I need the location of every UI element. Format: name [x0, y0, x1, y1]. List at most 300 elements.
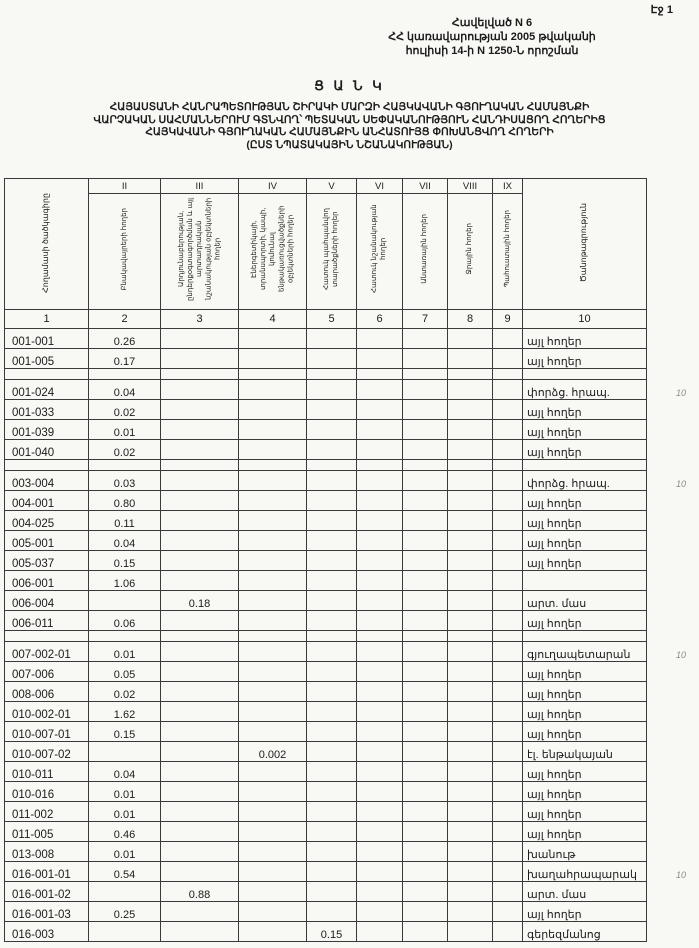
purpose-note: խաղահրապարակ 10	[523, 862, 647, 882]
area-value	[403, 762, 448, 782]
area-value	[307, 762, 357, 782]
area-value	[239, 842, 307, 862]
purpose-note: այլ հողեր	[523, 329, 647, 349]
area-value	[493, 902, 523, 922]
area-value	[161, 400, 239, 420]
purpose-note: փորձց. հրապ. 10	[523, 471, 647, 491]
area-value	[403, 922, 448, 942]
header-settlement-lands-label: Բնակավայրերի հողեր	[120, 207, 128, 291]
area-value	[493, 662, 523, 682]
area-value	[239, 349, 307, 369]
spacer-cell	[307, 631, 357, 642]
parcel-row	[5, 571, 647, 591]
area-value	[403, 782, 448, 802]
area-value	[493, 682, 523, 702]
area-value	[357, 682, 403, 702]
area-value: 1.06	[89, 571, 161, 591]
area-value: 0.01	[89, 802, 161, 822]
area-value	[307, 380, 357, 400]
parcel-code: 013-008	[5, 842, 89, 862]
area-value	[403, 742, 448, 762]
area-value: 0.15	[89, 722, 161, 742]
purpose-note: այլ հողեր	[523, 440, 647, 460]
spacer-cell	[523, 460, 647, 471]
area-value	[448, 400, 493, 420]
parcel-code: 011-005	[5, 822, 89, 842]
area-value	[239, 762, 307, 782]
area-value	[307, 329, 357, 349]
parcel-code: 016-001-03	[5, 902, 89, 922]
area-value	[403, 822, 448, 842]
area-value	[357, 611, 403, 631]
spacer-cell	[5, 460, 89, 471]
area-value	[357, 862, 403, 882]
parcel-code: 001-001	[5, 329, 89, 349]
area-value	[161, 471, 239, 491]
land-parcels-table	[4, 178, 686, 942]
header-special-purpose-lands-label: Հատուկ նշանակության հողեր	[371, 204, 388, 294]
purpose-note: փորձց. հրապ. 10	[523, 380, 647, 400]
area-value	[239, 551, 307, 571]
roman-VII: VII	[403, 179, 448, 194]
area-value	[448, 471, 493, 491]
area-value	[239, 491, 307, 511]
area-value	[493, 642, 523, 662]
area-value: 0.18	[161, 591, 239, 611]
parcel-row	[5, 882, 647, 902]
area-value	[357, 922, 403, 942]
area-value	[161, 329, 239, 349]
area-value	[239, 662, 307, 682]
area-value	[448, 491, 493, 511]
col-num-9: 9	[493, 310, 523, 329]
area-value	[448, 762, 493, 782]
area-value	[493, 400, 523, 420]
area-value: 0.04	[89, 380, 161, 400]
spacer-cell	[448, 460, 493, 471]
area-value	[493, 802, 523, 822]
area-value	[493, 380, 523, 400]
purpose-note: այլ հողեր	[523, 662, 647, 682]
area-value	[448, 702, 493, 722]
area-value	[448, 571, 493, 591]
table-body	[5, 329, 686, 942]
area-value	[357, 440, 403, 460]
parcel-row	[5, 611, 647, 631]
spacer-cell	[239, 460, 307, 471]
area-value	[239, 782, 307, 802]
area-value	[239, 440, 307, 460]
parcel-code: 010-007-01	[5, 722, 89, 742]
area-value	[448, 329, 493, 349]
parcel-row	[5, 922, 647, 942]
parcel-row	[5, 722, 647, 742]
col-num-4: 4	[239, 310, 307, 329]
area-value: 0.04	[89, 762, 161, 782]
area-value	[239, 902, 307, 922]
area-value	[357, 782, 403, 802]
parcel-row	[5, 742, 647, 762]
area-value	[239, 420, 307, 440]
area-value: 0.11	[89, 511, 161, 531]
area-value	[493, 511, 523, 531]
area-value: 0.06	[89, 611, 161, 631]
area-value	[307, 702, 357, 722]
area-value	[493, 531, 523, 551]
parcel-row	[5, 471, 647, 491]
column-number-row	[5, 310, 647, 329]
parcel-code: 016-003	[5, 922, 89, 942]
area-value: 0.15	[89, 551, 161, 571]
area-value	[357, 802, 403, 822]
area-value	[357, 902, 403, 922]
area-value	[239, 802, 307, 822]
area-value	[307, 551, 357, 571]
spacer-cell	[403, 369, 448, 380]
area-value	[403, 471, 448, 491]
area-value	[403, 551, 448, 571]
area-value	[307, 722, 357, 742]
parcel-row	[5, 842, 647, 862]
roman-III: III	[161, 179, 239, 194]
area-value	[493, 571, 523, 591]
spacer-cell	[493, 631, 523, 642]
area-value	[403, 611, 448, 631]
document-title: Ց Ա Ն Կ	[314, 78, 385, 94]
spacer-cell	[5, 369, 89, 380]
area-value	[357, 762, 403, 782]
area-value	[448, 682, 493, 702]
area-value: 0.15	[307, 922, 357, 942]
area-value	[357, 822, 403, 842]
parcel-row	[5, 420, 647, 440]
area-value	[239, 922, 307, 942]
area-value: 0.54	[89, 862, 161, 882]
area-value	[307, 400, 357, 420]
area-value	[357, 642, 403, 662]
area-value	[161, 491, 239, 511]
parcel-code: 010-011	[5, 762, 89, 782]
area-value	[307, 420, 357, 440]
area-value: 0.03	[89, 471, 161, 491]
area-value: 0.02	[89, 400, 161, 420]
purpose-note: արտ. մաս	[523, 882, 647, 902]
area-value	[161, 782, 239, 802]
area-value	[307, 862, 357, 882]
area-value	[239, 702, 307, 722]
area-value	[493, 471, 523, 491]
parcel-code: 004-001	[5, 491, 89, 511]
area-value	[161, 420, 239, 440]
area-value: 0.05	[89, 662, 161, 682]
spacer-cell	[448, 369, 493, 380]
parcel-code: 007-002-01	[5, 642, 89, 662]
area-value	[307, 642, 357, 662]
area-value	[161, 722, 239, 742]
area-value	[357, 511, 403, 531]
spacer-cell	[403, 460, 448, 471]
parcel-row	[5, 782, 647, 802]
header-settlement-lands	[89, 194, 161, 310]
appendix-line-1: Հավելված N 6	[451, 17, 533, 29]
parcel-row	[5, 440, 647, 460]
area-value	[239, 722, 307, 742]
spacer-cell	[357, 631, 403, 642]
area-value	[493, 782, 523, 802]
handwritten-margin-mark: 10	[675, 479, 686, 489]
parcel-row	[5, 511, 647, 531]
roman-IV: IV	[239, 179, 307, 194]
spacer-cell	[161, 460, 239, 471]
purpose-note: այլ հողեր	[523, 722, 647, 742]
area-value	[307, 882, 357, 902]
area-value	[307, 531, 357, 551]
area-value	[403, 571, 448, 591]
area-value	[357, 842, 403, 862]
parcel-code: 004-025	[5, 511, 89, 531]
spacer-cell	[523, 369, 647, 380]
area-value	[448, 662, 493, 682]
parcel-row	[5, 662, 647, 682]
parcel-row	[5, 682, 647, 702]
parcel-code: 010-002-01	[5, 702, 89, 722]
area-value	[448, 591, 493, 611]
area-value	[403, 902, 448, 922]
header-industrial-lands	[161, 194, 239, 310]
area-value	[357, 349, 403, 369]
area-value	[493, 862, 523, 882]
header-note	[523, 179, 647, 310]
spacer-cell	[5, 631, 89, 642]
parcel-code: 006-004	[5, 591, 89, 611]
parcel-row	[5, 802, 647, 822]
area-value	[307, 902, 357, 922]
col-num-6: 6	[357, 310, 403, 329]
spacer-cell	[403, 631, 448, 642]
spacer-cell	[89, 369, 161, 380]
area-value	[307, 471, 357, 491]
area-value	[493, 491, 523, 511]
purpose-note	[523, 571, 647, 591]
area-value	[403, 491, 448, 511]
area-value	[493, 742, 523, 762]
area-value	[89, 742, 161, 762]
area-value	[493, 882, 523, 902]
area-value	[357, 662, 403, 682]
area-value	[161, 842, 239, 862]
spacer-cell	[307, 460, 357, 471]
purpose-note: արտ. մաս	[523, 591, 647, 611]
area-value	[357, 531, 403, 551]
area-value	[239, 511, 307, 531]
purpose-note: այլ հողեր	[523, 511, 647, 531]
area-value	[307, 591, 357, 611]
area-value	[448, 611, 493, 631]
parcel-code: 001-040	[5, 440, 89, 460]
parcel-row	[5, 531, 647, 551]
roman-V: V	[307, 179, 357, 194]
area-value	[239, 571, 307, 591]
subtitle-line-3: ՀԱՅԿԱՎԱՆԻ ԳՅՈՒՂԱԿԱՆ ՀԱՄԱՅՆՔԻՆ ԱՆՀԱՏՈՒՅՑ ՓՈԽԱՆՑՎՈՂ ՀՈՂԵՐԻ	[145, 126, 554, 139]
area-value	[493, 822, 523, 842]
area-value	[403, 882, 448, 902]
area-value	[403, 380, 448, 400]
header-forest-lands	[403, 194, 448, 310]
area-value	[239, 862, 307, 882]
area-value	[161, 380, 239, 400]
area-value	[448, 922, 493, 942]
header-energy-transport-lands	[239, 194, 307, 310]
area-value	[493, 551, 523, 571]
area-value	[161, 762, 239, 782]
parcel-code: 005-001	[5, 531, 89, 551]
area-value	[403, 420, 448, 440]
parcel-code: 008-006	[5, 682, 89, 702]
area-value	[161, 511, 239, 531]
purpose-note: այլ հողեր	[523, 702, 647, 722]
area-value	[357, 551, 403, 571]
document-subtitle	[0, 101, 699, 151]
col-num-8: 8	[448, 310, 493, 329]
spacer-row	[5, 460, 647, 471]
parcel-code: 001-005	[5, 349, 89, 369]
parcel-code: 003-004	[5, 471, 89, 491]
spacer-cell	[89, 460, 161, 471]
roman-IX: IX	[493, 179, 523, 194]
spacer-row	[5, 369, 647, 380]
purpose-note: այլ հողեր	[523, 491, 647, 511]
parcel-code: 011-002	[5, 802, 89, 822]
col-num-10: 10	[523, 310, 647, 329]
area-value	[239, 531, 307, 551]
handwritten-margin-mark: 10	[675, 650, 686, 660]
area-value	[448, 511, 493, 531]
area-value	[493, 440, 523, 460]
area-value	[161, 682, 239, 702]
area-value: 0.01	[89, 782, 161, 802]
parcel-row	[5, 762, 647, 782]
roman-II: II	[89, 179, 161, 194]
purpose-note: այլ հողեր	[523, 822, 647, 842]
area-value	[403, 662, 448, 682]
spacer-cell	[357, 369, 403, 380]
appendix-line-3: հուլիսի 14-ի N 1250-Ն որոշման	[405, 44, 579, 57]
area-value	[403, 842, 448, 862]
spacer-cell	[161, 631, 239, 642]
area-value	[403, 682, 448, 702]
area-value	[448, 551, 493, 571]
subtitle-line-2: ՎԱՐՉԱԿԱՆ ՍԱՀՄԱՆՆԵՐՈՒՄ ԳՏՆՎՈՂ՝ ՊԵՏԱԿԱՆ ՍԵՓԱԿԱՆՈՒԹՅՈՒՆ ՀԱՆԴԻՍԱՑՈՂ ՀՈՂԵՐԻՑ	[93, 113, 606, 126]
parcel-code: 016-001-01	[5, 862, 89, 882]
area-value	[448, 802, 493, 822]
area-value	[89, 882, 161, 902]
area-value	[161, 822, 239, 842]
area-value	[307, 822, 357, 842]
parcel-row	[5, 642, 647, 662]
area-value	[307, 742, 357, 762]
header-forest-lands-label: Անտառային հողեր	[421, 214, 429, 284]
area-value	[307, 571, 357, 591]
parcel-code: 001-024	[5, 380, 89, 400]
area-value	[307, 842, 357, 862]
area-value	[448, 842, 493, 862]
spacer-cell	[239, 631, 307, 642]
area-value	[403, 862, 448, 882]
area-value	[357, 591, 403, 611]
area-value	[448, 531, 493, 551]
area-value	[161, 611, 239, 631]
parcel-code: 016-001-02	[5, 882, 89, 902]
area-value	[448, 349, 493, 369]
parcel-row	[5, 551, 647, 571]
header-reserve-lands	[493, 194, 523, 310]
area-value	[161, 571, 239, 591]
area-value	[448, 822, 493, 842]
parcel-code: 006-011	[5, 611, 89, 631]
area-value	[403, 400, 448, 420]
area-value	[493, 420, 523, 440]
area-value	[357, 491, 403, 511]
area-value	[239, 642, 307, 662]
area-value	[161, 902, 239, 922]
area-value	[239, 822, 307, 842]
purpose-note: այլ հողեր	[523, 349, 647, 369]
parcel-row	[5, 902, 647, 922]
area-value	[493, 722, 523, 742]
area-value	[239, 591, 307, 611]
header-parcel-code-label: Հողամասի ծածկագիրը	[41, 192, 51, 293]
parcel-code: 001-039	[5, 420, 89, 440]
area-value: 1.62	[89, 702, 161, 722]
spacer-cell	[448, 631, 493, 642]
area-value	[307, 349, 357, 369]
area-value	[161, 862, 239, 882]
purpose-note: գերեզմանոց	[523, 922, 647, 942]
area-value	[307, 682, 357, 702]
appendix-line-2: ՀՀ կառավարության 2005 թվականի	[388, 30, 596, 43]
area-value	[403, 349, 448, 369]
area-value: 0.25	[89, 902, 161, 922]
parcel-row	[5, 329, 647, 349]
parcel-code: 010-016	[5, 782, 89, 802]
area-value	[403, 329, 448, 349]
area-value	[448, 380, 493, 400]
area-value	[161, 662, 239, 682]
col-num-5: 5	[307, 310, 357, 329]
area-value	[357, 400, 403, 420]
header-note-label: Ծանոթագրություն	[579, 202, 589, 283]
header-water-lands-label: Ջրային հողեր	[466, 223, 474, 275]
area-value	[448, 882, 493, 902]
area-value	[239, 882, 307, 902]
header-protected-lands	[307, 194, 357, 310]
area-value	[403, 591, 448, 611]
purpose-note: գյուղապետարան 10	[523, 642, 647, 662]
area-value	[307, 662, 357, 682]
subtitle-line-4: (ԸՍՏ ՆՊԱՏԱԿԱՅԻՆ ՆՇԱՆԱԿՈՒԹՅԱՆ)	[246, 139, 453, 152]
area-value	[307, 782, 357, 802]
spacer-cell	[239, 369, 307, 380]
area-value	[493, 329, 523, 349]
area-value	[403, 722, 448, 742]
area-value	[357, 380, 403, 400]
area-value	[239, 400, 307, 420]
header-reserve-lands-label: Պահուստային հողեր	[503, 210, 511, 288]
area-value	[357, 420, 403, 440]
area-value	[493, 922, 523, 942]
area-value	[161, 551, 239, 571]
header-special-purpose-lands	[357, 194, 403, 310]
